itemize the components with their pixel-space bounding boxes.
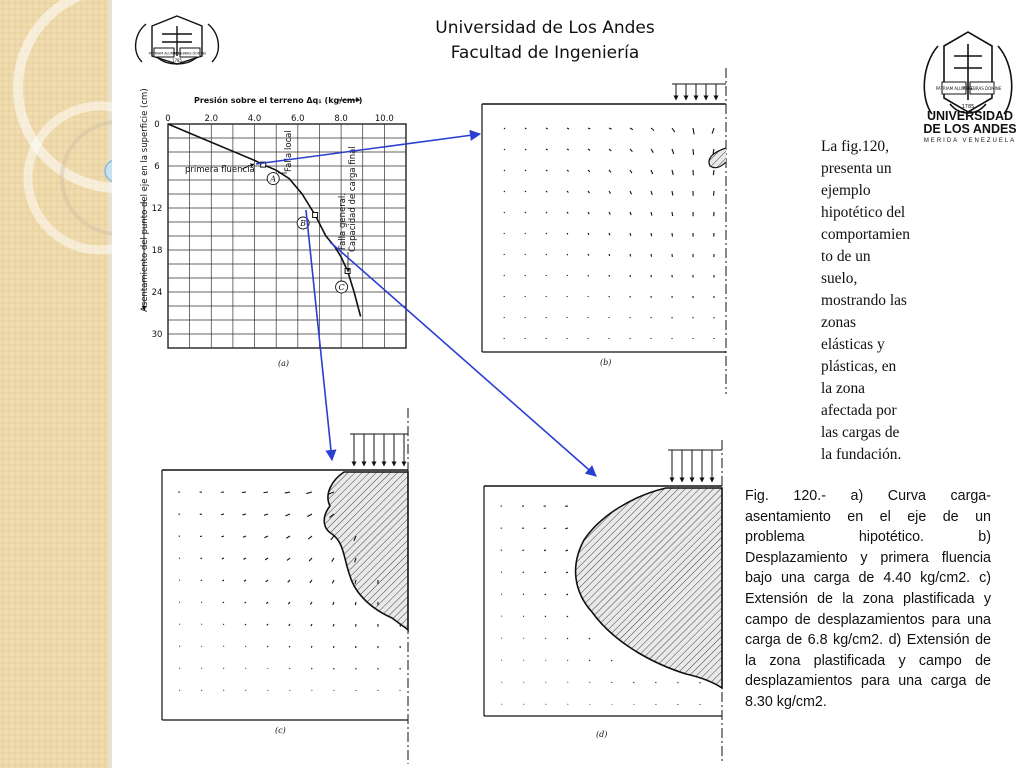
panel-label-a: (a) — [278, 359, 290, 368]
description-line: mostrando las — [821, 292, 907, 309]
x-tick-label: 2.0 — [204, 114, 219, 124]
y-tick-label: 6 — [154, 162, 160, 172]
displacement-vector — [567, 254, 568, 255]
displacement-vector — [223, 690, 224, 691]
displacement-vector — [630, 128, 633, 130]
displacement-vector — [525, 212, 526, 213]
displacement-vector — [546, 149, 548, 150]
displacement-vector — [588, 212, 589, 214]
panel-d-plastic-zone — [484, 440, 722, 764]
displacement-vector — [609, 170, 611, 172]
annotation-primera-fluencia: primera fluencia — [185, 165, 255, 175]
displacement-vector — [245, 624, 246, 625]
logo-name-line2: DE LOS ANDES — [923, 122, 1017, 136]
displacement-vector — [265, 558, 268, 560]
displacement-vector — [200, 536, 202, 537]
panel-c-plastic-zone — [162, 408, 408, 764]
displacement-vector — [201, 668, 202, 669]
displacement-vector — [588, 254, 589, 256]
displacement-vector — [546, 233, 547, 234]
crest-left-ribbon-right: TENEBRAS DOMINE — [173, 51, 207, 56]
displacement-vector — [333, 602, 334, 605]
chart-marker-label: B — [300, 219, 307, 228]
displacement-vector — [223, 624, 224, 625]
displacement-vector — [525, 128, 526, 129]
displacement-vector — [566, 550, 568, 551]
displacement-vector — [333, 646, 334, 648]
chart-x-axis-title: Presión sobre el terreno Δq₁ (kg/cm²) — [194, 96, 363, 105]
annotation-falla-general: Falla general. — [338, 193, 348, 250]
displacement-vector — [567, 616, 568, 617]
chart-y-axis-title: Asentamiento del punto del eje en la superficie (cm) — [140, 88, 150, 312]
displacement-vector — [332, 558, 334, 562]
displacement-vector — [712, 128, 714, 134]
displacement-vector — [651, 212, 652, 216]
displacement-vector — [264, 536, 268, 538]
displacement-vector — [565, 528, 568, 529]
displacement-vector — [630, 254, 631, 256]
x-tick-label: 0 — [165, 114, 171, 124]
displacement-vector — [609, 233, 610, 235]
displacement-vector — [589, 660, 590, 661]
displacement-vector — [651, 191, 652, 195]
displacement-vector — [693, 149, 694, 155]
displacement-vector — [651, 128, 654, 131]
displacement-vector — [567, 638, 568, 639]
displacement-vector — [179, 690, 180, 691]
displacement-vector — [545, 638, 546, 639]
displacement-vector — [713, 170, 714, 175]
displacement-vector — [567, 191, 568, 193]
displacement-vector — [609, 254, 610, 256]
description-line: comportamien — [821, 226, 910, 243]
connector-arrow-c-to-d — [330, 242, 596, 476]
y-tick-label: 12 — [151, 204, 163, 214]
displacement-vector — [672, 191, 673, 195]
displacement-vector — [630, 191, 632, 194]
displacement-vector — [630, 212, 631, 215]
displacement-vector — [306, 492, 312, 494]
displacement-vector — [245, 646, 246, 647]
displacement-vector — [609, 275, 610, 277]
displacement-vector — [311, 646, 312, 648]
logo-subtitle: MERIDA VENEZUELA — [923, 138, 1017, 144]
displacement-vector — [285, 514, 290, 516]
figure-caption: Fig. 120.- a) Curva carga-asentamiento en el eje de un problema hipotético. b) Desplazamiento y primera fluencia bajo una carga de 4.40 kg/cm2. c) Extensión de la zona plastificada y campo de desplazamientos para una carga de 6.8 kg/cm2. d) Extensión de la zona plastificada y campo de desplazamientos para una carga de 8.30 kg/cm2. — [745, 488, 991, 710]
displacement-vector — [567, 212, 568, 214]
description-line: presenta un — [821, 160, 892, 177]
displacement-vector — [672, 170, 673, 175]
displacement-vector — [546, 128, 548, 129]
x-tick-label: 4.0 — [247, 114, 262, 124]
displacement-vector — [245, 668, 246, 669]
displacement-vector — [331, 536, 334, 540]
displacement-vector — [221, 514, 224, 515]
displacement-vector — [244, 602, 246, 603]
displacement-vector — [267, 624, 268, 625]
description-line: suelo, — [821, 270, 858, 287]
annotation-falla-local: Falla local — [284, 130, 294, 172]
displacement-vector — [544, 572, 546, 573]
displacement-vector — [264, 514, 268, 515]
panel-label-b: (b) — [600, 358, 612, 367]
figure-description — [821, 136, 939, 466]
x-tick-label: 6.0 — [291, 114, 305, 124]
displacement-vector — [693, 128, 694, 134]
displacement-vector — [567, 660, 568, 661]
y-tick-label: 18 — [151, 246, 163, 256]
displacement-vector — [609, 212, 610, 215]
displacement-vector — [244, 580, 246, 581]
displacement-vector — [222, 558, 224, 559]
displacement-vector — [243, 536, 246, 537]
displacement-vector — [288, 602, 290, 604]
displacement-vector — [285, 492, 290, 493]
displacement-vector — [525, 191, 526, 192]
displacement-vector — [566, 594, 568, 595]
displacement-vector — [287, 558, 290, 560]
displacement-vector — [504, 212, 505, 213]
displacement-vector — [311, 624, 312, 626]
chart-marker-point — [345, 269, 350, 274]
displacement-vector — [222, 580, 224, 581]
displacement-vector — [651, 233, 652, 236]
displacement-field-b — [504, 128, 714, 339]
annotation-capacidad-carga: Capacidad de carga final — [348, 146, 358, 252]
university-name: Universidad de Los Andes — [435, 18, 655, 38]
displacement-vector — [672, 128, 675, 132]
crest-left-ribbon-left: PATRIAM ALUMNIS — [148, 51, 180, 56]
displacement-vector — [588, 191, 590, 193]
panel-b-displacement — [482, 68, 726, 394]
displacement-vector — [588, 275, 589, 276]
crest-right-ribbon-left: PATRIAM ALUMNIS — [935, 86, 973, 91]
displacement-vector — [523, 572, 524, 573]
description-line: La fig.120, — [821, 138, 889, 155]
displacement-vector — [525, 170, 526, 171]
displacement-vector — [546, 254, 547, 255]
displacement-vector — [567, 128, 569, 129]
displacement-vector — [651, 170, 653, 174]
description-line: la zona — [821, 380, 866, 397]
description-line: to de un — [821, 248, 871, 265]
displacement-vector — [525, 149, 526, 150]
description-line: ejemplo — [821, 182, 871, 199]
displacement-vector — [310, 602, 312, 605]
displacement-vector — [523, 594, 524, 595]
description-line: hipotético del — [821, 204, 906, 221]
chart-marker-point — [313, 213, 318, 218]
panel-label-c: (c) — [275, 726, 286, 735]
crest-right-ribbon-right: TENEBRAS DOMINE — [962, 86, 1002, 91]
displacement-vector — [242, 492, 246, 493]
description-line: las cargas de — [821, 424, 900, 441]
displacement-vector — [672, 212, 673, 216]
description-line: afectada por — [821, 402, 897, 419]
crest-left-year: 1785 — [171, 58, 183, 63]
displacement-vector — [651, 254, 652, 257]
y-tick-label: 30 — [151, 330, 163, 340]
displacement-vector — [221, 536, 224, 537]
chart-marker-label: C — [338, 283, 345, 292]
chart-y-ticks — [152, 120, 163, 340]
displacement-vector — [609, 191, 611, 194]
displacement-vector — [588, 128, 590, 129]
displacement-vector — [288, 580, 290, 582]
displacement-vector — [200, 558, 202, 559]
displacement-vector — [310, 580, 312, 583]
displacement-vector — [201, 602, 202, 603]
displacement-vector — [544, 550, 546, 551]
displacement-vector — [588, 233, 589, 235]
displacement-vector — [630, 170, 632, 173]
displacement-vector — [567, 149, 569, 150]
panel-label-d: (d) — [596, 730, 608, 739]
displacement-vector — [672, 149, 674, 154]
displacement-vector — [609, 149, 611, 151]
displacement-vector — [546, 170, 547, 171]
displacement-vector — [504, 170, 505, 171]
displacement-vector — [289, 624, 290, 626]
displacement-vector — [545, 594, 546, 595]
displacement-vector — [223, 668, 224, 669]
displacement-vector — [242, 514, 246, 515]
displacement-vector — [267, 646, 268, 647]
description-line: elásticas y — [821, 336, 885, 353]
displacement-vector — [223, 646, 224, 647]
displacement-vector — [504, 128, 505, 129]
x-tick-label: 10.0 — [374, 114, 394, 124]
crest-right-year: 1785 — [961, 104, 975, 110]
displacement-vector — [546, 212, 547, 213]
logo-name-line1: UNIVERSIDAD — [926, 109, 1014, 123]
displacement-vector — [333, 624, 334, 626]
displacement-vector — [307, 514, 312, 517]
displacement-vector — [567, 233, 568, 234]
y-tick-label: 24 — [151, 288, 163, 298]
displacement-vector — [201, 646, 202, 647]
displacement-vector — [243, 558, 246, 559]
displacement-vector — [286, 536, 290, 538]
displacement-vector — [567, 170, 569, 171]
x-tick-label: 8.0 — [334, 114, 348, 124]
displacement-vector — [308, 536, 312, 539]
description-line: plásticas, en — [821, 358, 897, 375]
displacement-vector — [545, 616, 546, 617]
displacement-vector — [332, 580, 334, 583]
displacement-vector — [609, 128, 612, 129]
chart-x-ticks — [165, 114, 394, 124]
displacement-vector — [630, 149, 632, 152]
displacement-vector — [611, 660, 612, 661]
displacement-vector — [588, 149, 590, 150]
displacement-vector — [266, 580, 268, 582]
displacement-vector — [504, 191, 505, 192]
displacement-vector — [566, 572, 568, 573]
y-tick-label: 0 — [154, 120, 160, 130]
displacement-vector — [355, 602, 356, 605]
chart-panel-a — [140, 88, 406, 368]
displacement-vector — [289, 646, 290, 647]
displacement-vector — [546, 191, 547, 192]
displacement-vector — [201, 580, 202, 581]
displacement-vector — [263, 492, 268, 493]
chart-marker-label: A — [270, 174, 277, 184]
displacement-vector — [223, 602, 224, 603]
description-line: la fundación. — [821, 446, 902, 463]
displacement-vector — [266, 602, 268, 604]
displacement-vector — [525, 233, 526, 234]
displacement-vector — [309, 558, 312, 561]
description-line: zonas — [821, 314, 857, 331]
displacement-vector — [651, 149, 653, 153]
displacement-vector — [179, 668, 180, 669]
displacement-vector — [630, 233, 631, 236]
displacement-vector — [589, 638, 590, 639]
faculty-name: Facultad de Ingeniería — [450, 43, 640, 63]
displacement-vector — [201, 690, 202, 691]
displacement-vector — [504, 149, 505, 150]
displacement-vector — [588, 170, 590, 172]
